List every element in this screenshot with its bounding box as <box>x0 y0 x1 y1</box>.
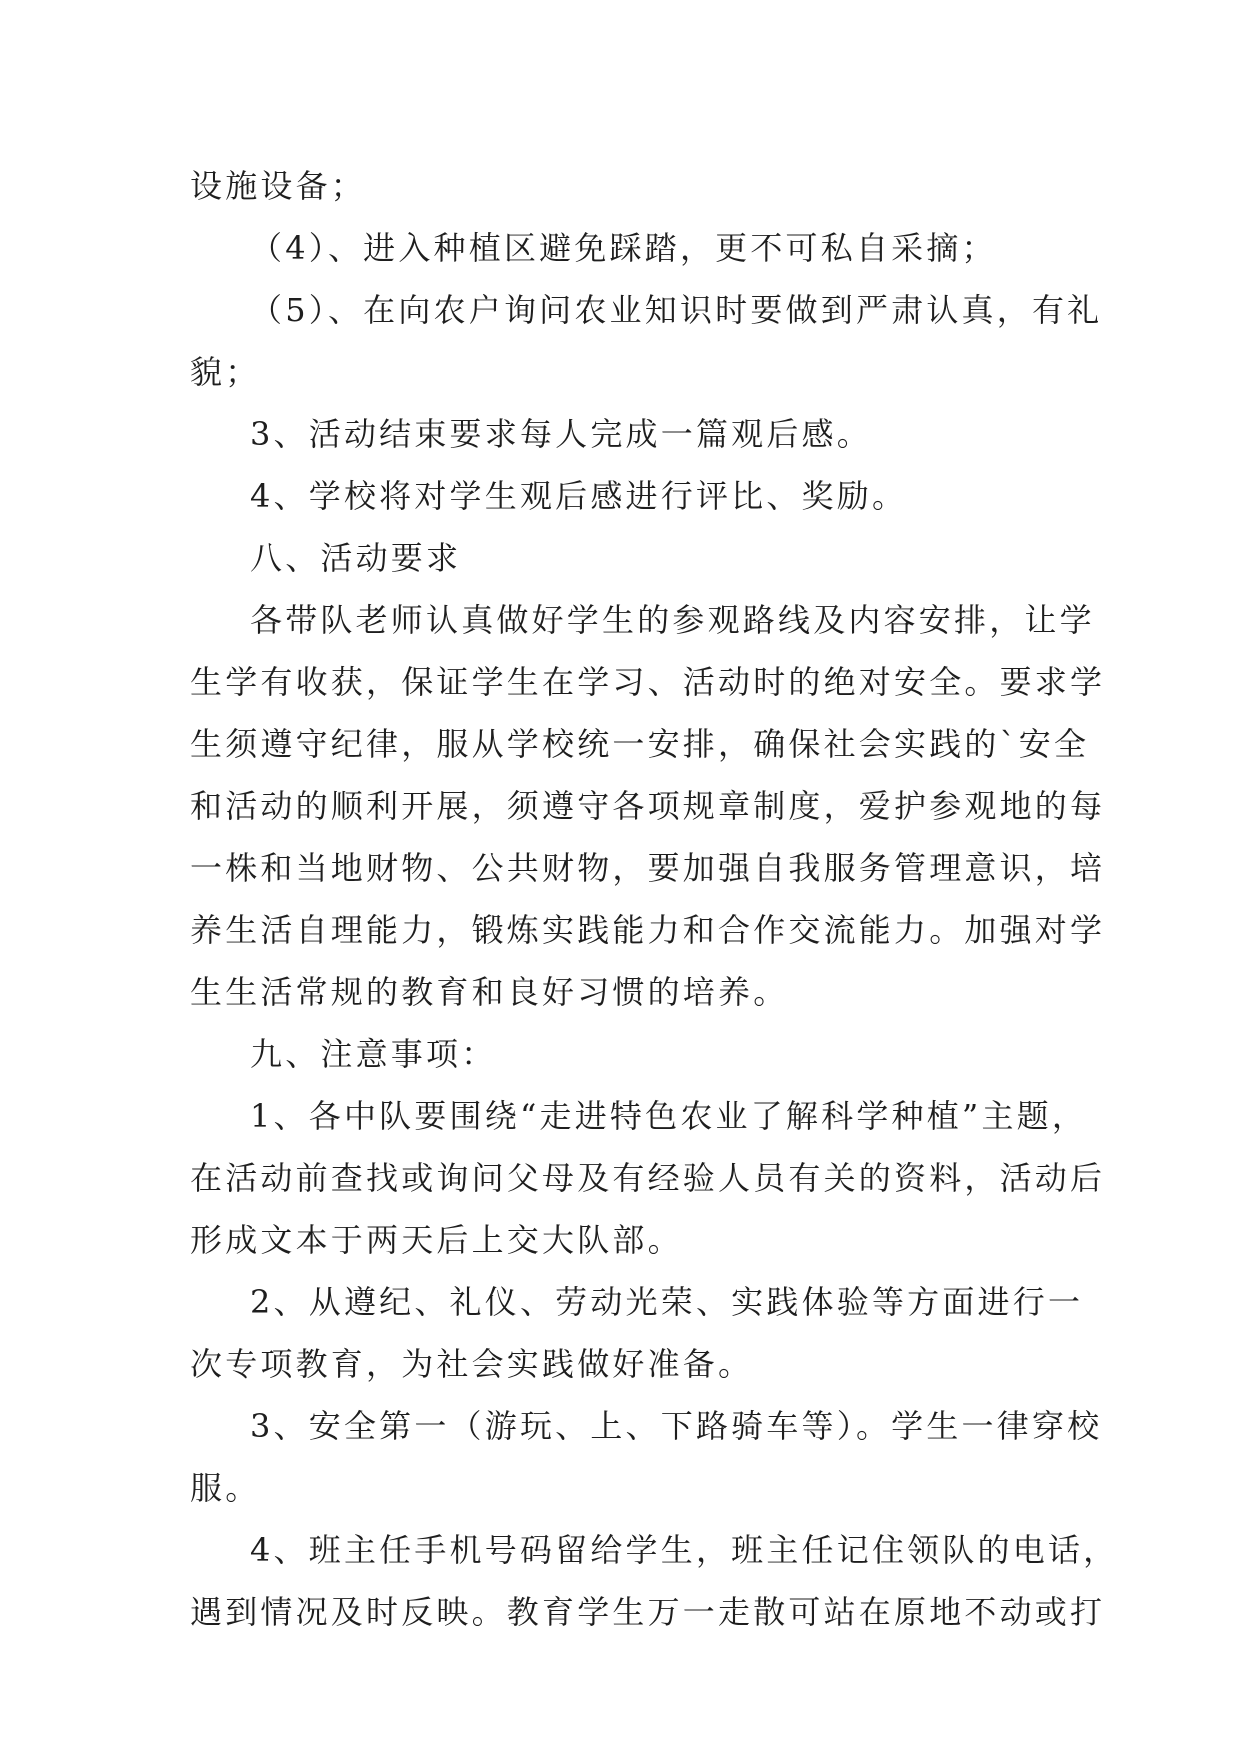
text-line: 养生活自理能力，锻炼实践能力和合作交流能力。加强对学 <box>190 911 1106 949</box>
text-line: 1、各中队要围绕“走进特色农业了解科学种植”主题， <box>250 1097 1088 1135</box>
document-page <box>190 155 1119 1643</box>
text-line: 设施设备； <box>190 167 367 205</box>
text-line: 一株和当地财物、公共财物，要加强自我服务管理意识，培 <box>190 849 1106 887</box>
text-line: 生须遵守纪律，服从学校统一安排，确保社会实践的`安全 <box>190 725 1090 763</box>
text-line: 貌； <box>190 353 261 391</box>
text-line: 4、学校将对学生观后感进行评比、奖励。 <box>250 477 908 515</box>
text-line: 4、班主任手机号码留给学生，班主任记住领队的电话， <box>250 1531 1119 1569</box>
text-line: 服。 <box>190 1469 261 1507</box>
text-line: 生生活常规的教育和良好习惯的培养。 <box>190 973 789 1011</box>
text-line: 形成文本于两天后上交大队部。 <box>190 1221 683 1259</box>
text-line: 3、安全第一（游玩、上、下路骑车等）。学生一律穿校 <box>250 1407 1103 1445</box>
text-line: 各带队老师认真做好学生的参观路线及内容安排，让学 <box>250 601 1095 639</box>
text-line: 3、活动结束要求每人完成一篇观后感。 <box>250 415 872 453</box>
text-line: （5）、在向农户询问农业知识时要做到严肃认真，有礼 <box>250 291 1103 329</box>
text-line: 生学有收获，保证学生在学习、活动时的绝对安全。要求学 <box>190 663 1106 701</box>
text-line: 遇到情况及时反映。教育学生万一走散可站在原地不动或打 <box>190 1593 1106 1631</box>
text-line: 和活动的顺利开展，须遵守各项规章制度，爱护参观地的每 <box>190 787 1106 825</box>
text-line: 2、从遵纪、礼仪、劳动光荣、实践体验等方面进行一 <box>250 1283 1084 1321</box>
text-line: 次专项教育，为社会实践做好准备。 <box>190 1345 754 1383</box>
text-line: 八、活动要求 <box>250 539 462 577</box>
text-line: （4）、进入种植区避免踩踏，更不可私自采摘； <box>250 229 997 267</box>
text-line: 九、注意事项： <box>250 1035 497 1073</box>
text-line: 在活动前查找或询问父母及有经验人员有关的资料，活动后 <box>190 1159 1106 1197</box>
